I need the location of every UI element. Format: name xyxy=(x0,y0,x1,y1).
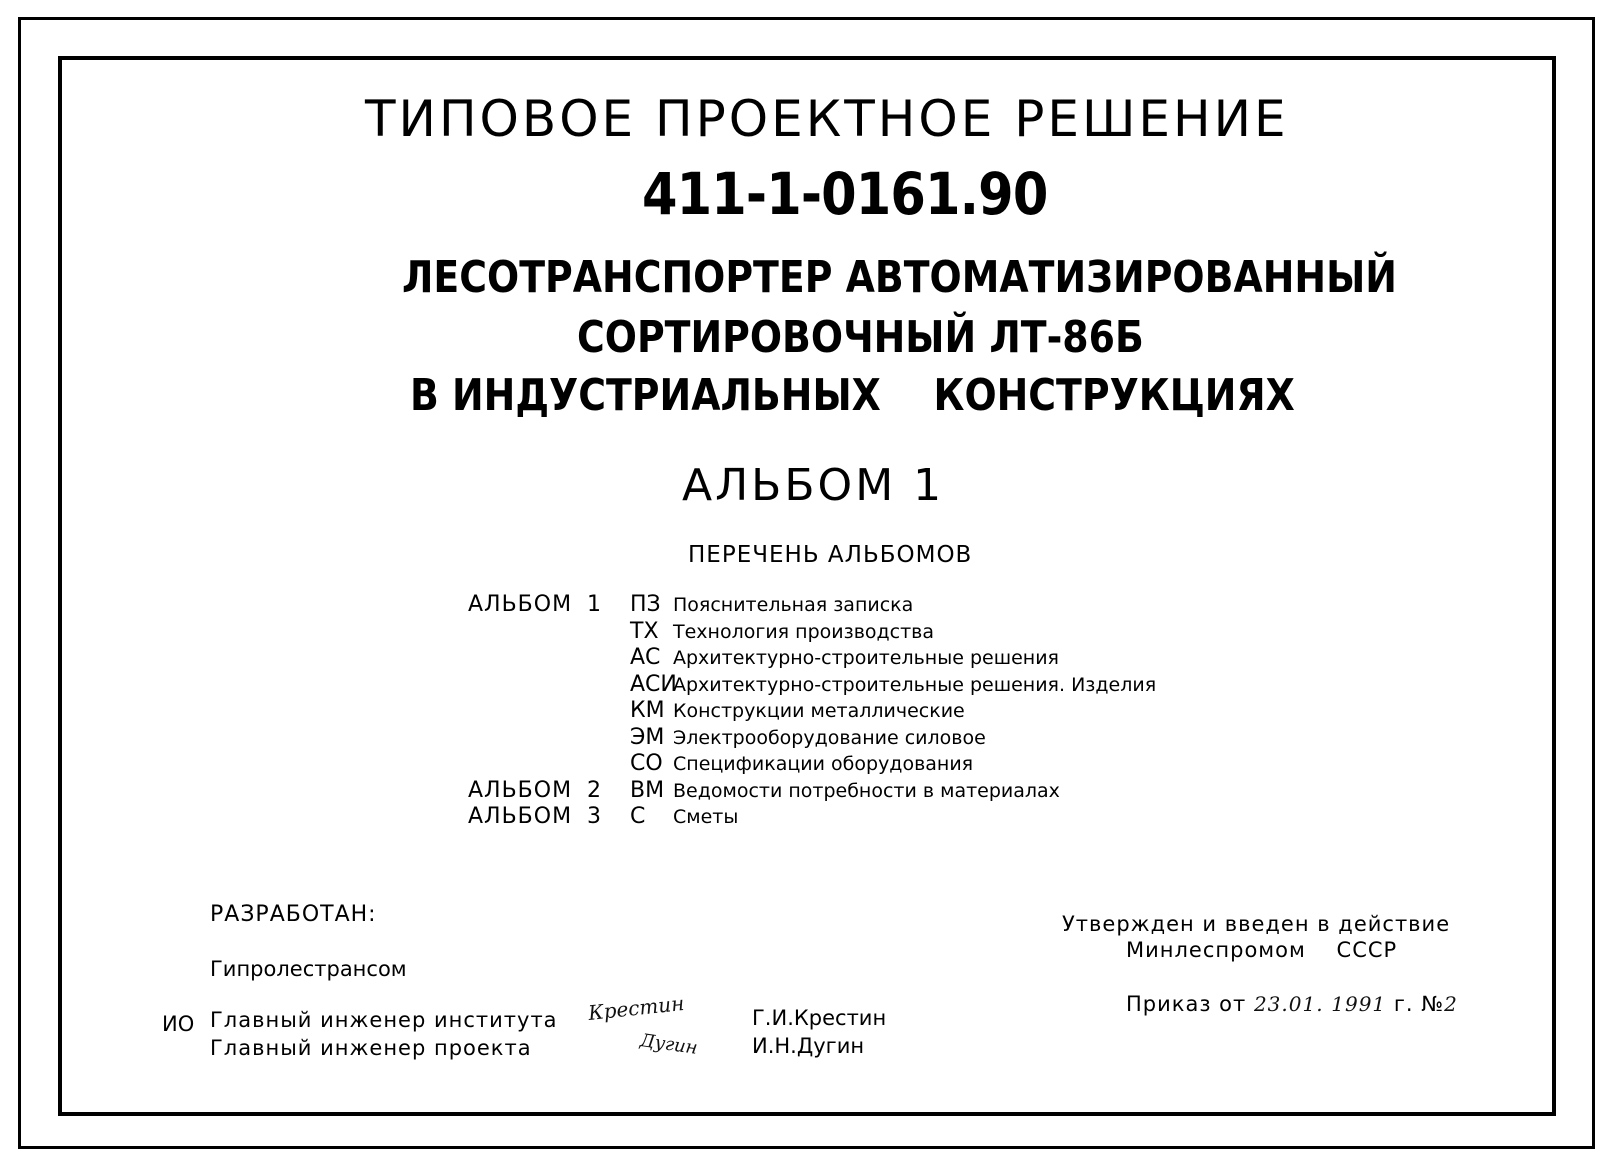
album-list-number: 1 xyxy=(587,592,601,617)
name-dugin: И.Н.Дугин xyxy=(752,1034,865,1058)
signature-dugin: Дугин xyxy=(638,1030,699,1059)
album-list-description: Сметы xyxy=(673,806,739,828)
order-line xyxy=(1126,992,1458,1016)
order-number: 2 xyxy=(1444,992,1458,1016)
chief-engineer-institute-role: Главный инженер института xyxy=(210,1008,558,1032)
album-list-code: ВМ xyxy=(630,778,665,803)
album-list-code: ТХ xyxy=(630,619,659,644)
doc-heading: ТИПОВОЕ ПРОЕКТНОЕ РЕШЕНИЕ xyxy=(365,90,1289,148)
album-list-code: С xyxy=(630,804,646,829)
developer-org: Гипролестрансом xyxy=(210,957,407,981)
album-list-description: Спецификации оборудования xyxy=(673,753,974,775)
list-title: ПЕРЕЧЕНЬ АЛЬБОМОВ xyxy=(688,542,973,568)
title-line-3: В ИНДУСТРИАЛЬНЫХ КОНСТРУКЦИЯХ xyxy=(410,370,1295,421)
album-list-code: АСИ xyxy=(630,672,677,697)
album-list-description: Технология производства xyxy=(673,621,935,643)
album-list-description: Электрооборудование силовое xyxy=(673,727,986,749)
album-list-description: Архитектурно-строительные решения xyxy=(673,647,1059,669)
order-prefix: Приказ от xyxy=(1126,992,1247,1016)
album-list-description: Пояснительная записка xyxy=(673,594,914,616)
album-list-description: Конструкции металлические xyxy=(673,700,965,722)
album-list-description: Архитектурно-строительные решения. Изделия xyxy=(673,674,1157,696)
title-line-1: ЛЕСОТРАНСПОРТЕР АВТОМАТИЗИРОВАННЫЙ xyxy=(402,252,1397,303)
album-list-album: АЛЬБОМ xyxy=(468,778,573,803)
doc-code: 411-1-0161.90 xyxy=(642,160,1048,228)
album-list-code: АС xyxy=(630,645,661,670)
developed-label: РАЗРАБОТАН: xyxy=(210,902,377,927)
io-label: ИО xyxy=(162,1012,195,1036)
order-suffix: г. № xyxy=(1393,992,1445,1016)
chief-engineer-project-role: Главный инженер проекта xyxy=(210,1036,532,1060)
approved-line-2: Минлеспромом СССР xyxy=(1126,938,1398,962)
album-list-album: АЛЬБОМ xyxy=(468,592,573,617)
album-list-code: СО xyxy=(630,751,663,776)
order-year: 1991 xyxy=(1331,992,1387,1016)
album-list-album: АЛЬБОМ xyxy=(468,804,573,829)
signature-krestin: Крестин xyxy=(587,991,686,1025)
album-list-code: ЭМ xyxy=(630,725,665,750)
album-list-description: Ведомости потребности в материалах xyxy=(673,780,1060,802)
approved-line-1: Утвержден и введен в действие xyxy=(1062,912,1451,936)
album-list-number: 3 xyxy=(587,804,601,829)
name-krestin: Г.И.Крестин xyxy=(752,1006,887,1030)
album-title: АЛЬБОМ 1 xyxy=(682,460,945,511)
album-list-code: КМ xyxy=(630,698,665,723)
title-line-2: СОРТИРОВОЧНЫЙ ЛТ-86Б xyxy=(577,312,1144,363)
album-list-number: 2 xyxy=(587,778,601,803)
album-list-code: ПЗ xyxy=(630,592,661,617)
order-date: 23.01. xyxy=(1253,992,1324,1016)
